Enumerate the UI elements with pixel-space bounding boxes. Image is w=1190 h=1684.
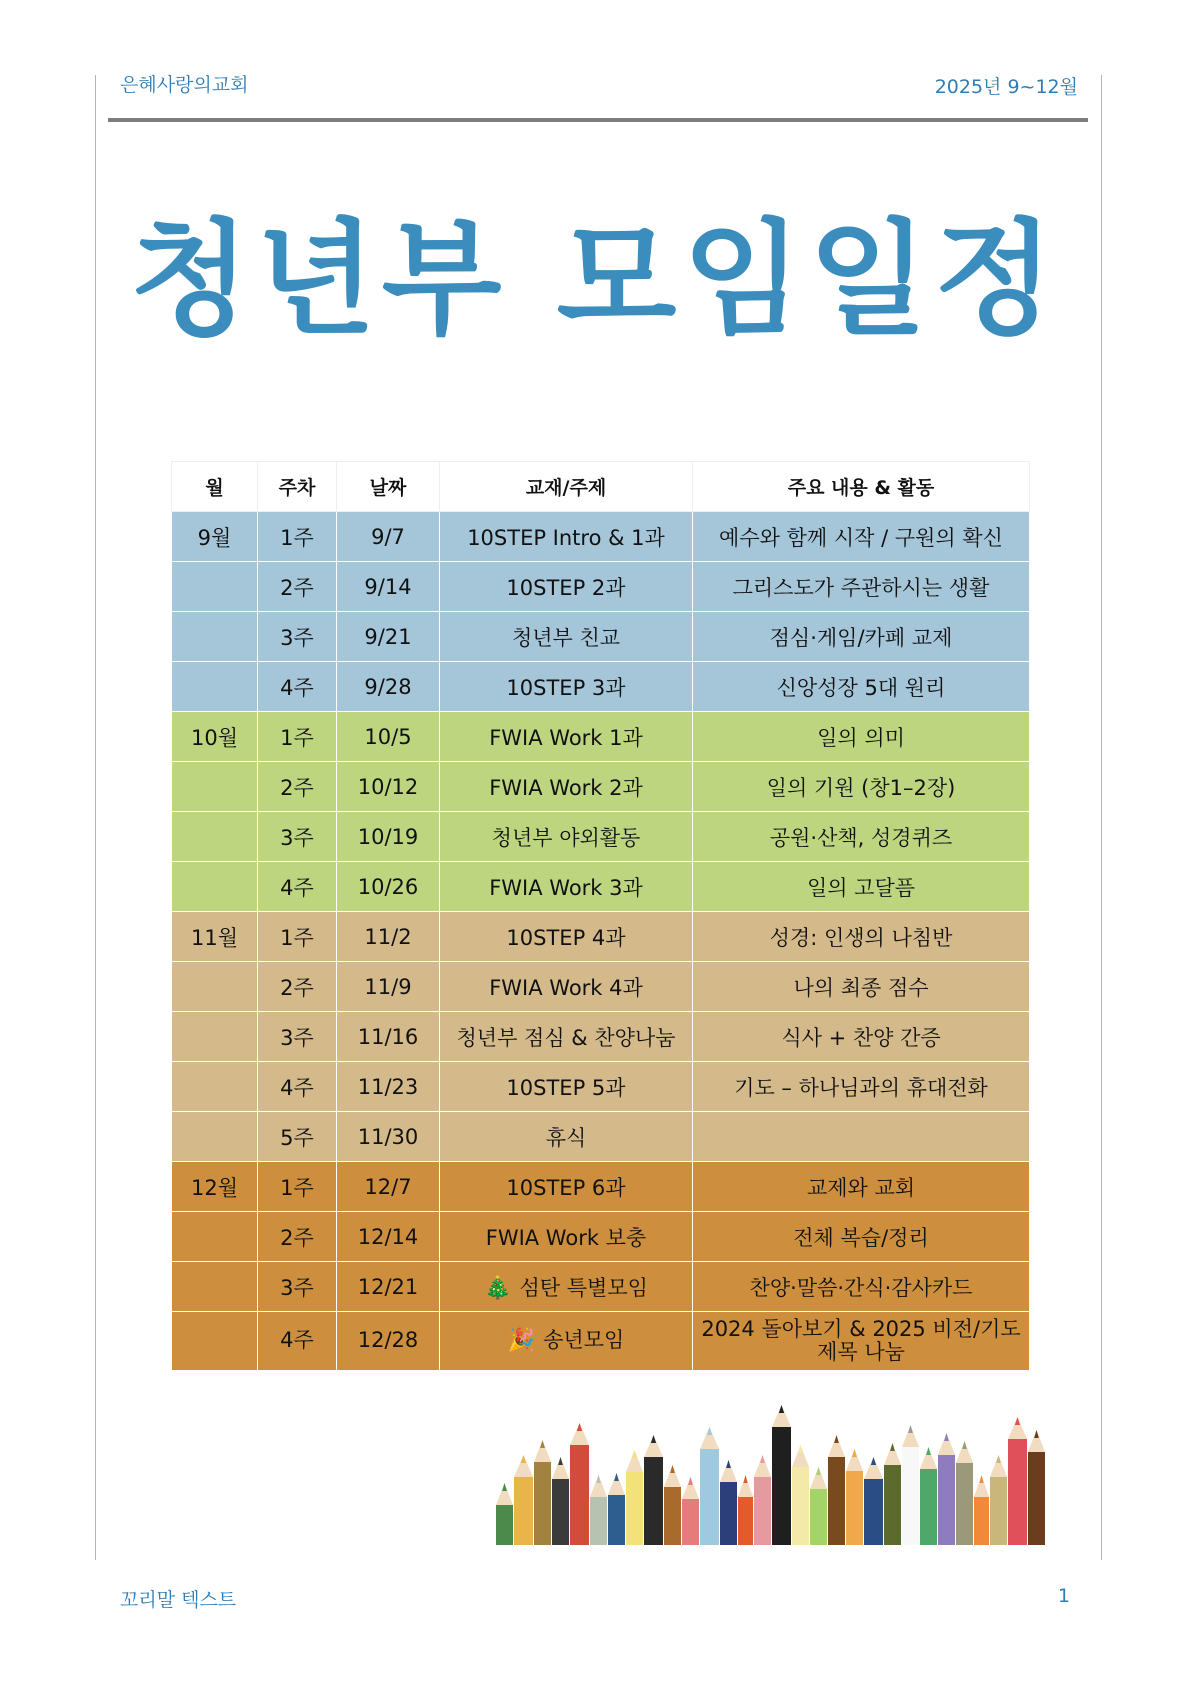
header-period: 2025년 9~12월: [934, 76, 1078, 98]
cell-week: 1주: [258, 1162, 337, 1212]
cell-activity: 공원·산책, 성경퀴즈: [693, 812, 1030, 862]
table-row: [172, 862, 1030, 912]
cell-topic: FWIA Work 4과: [440, 962, 693, 1012]
table-row: [172, 712, 1030, 762]
pencil-lead: [926, 1447, 931, 1455]
pencil-body: [754, 1477, 771, 1545]
table-row: [172, 762, 1030, 812]
pencil-body: [1028, 1452, 1045, 1545]
cell-month: 9월: [172, 512, 258, 562]
pencil-lead: [852, 1449, 857, 1457]
cell-activity: 일의 고달픔: [693, 862, 1030, 912]
pencil-lead: [996, 1455, 1001, 1463]
pencil-body: [664, 1487, 681, 1545]
pencil-body: [534, 1462, 551, 1545]
pencil-body: [792, 1467, 809, 1545]
cell-date: 12/28: [337, 1312, 440, 1371]
pencil-lead: [834, 1435, 839, 1443]
cell-month: [172, 562, 258, 612]
table-row: [172, 1112, 1030, 1162]
cell-month: [172, 1212, 258, 1262]
pencil-body: [608, 1495, 625, 1545]
pencil-body: [920, 1469, 937, 1545]
pencil-body: [590, 1497, 607, 1545]
pencil-lead: [1034, 1430, 1039, 1438]
pencil-lead: [688, 1477, 693, 1485]
cell-date: 12/7: [337, 1162, 440, 1212]
cell-date: 11/9: [337, 962, 440, 1012]
cell-month: [172, 662, 258, 712]
cell-activity: 교제와 교회: [693, 1162, 1030, 1212]
pencil-body: [902, 1447, 919, 1545]
cell-week: 4주: [258, 1312, 337, 1371]
pencil-body: [974, 1497, 989, 1545]
cell-date: 9/28: [337, 662, 440, 712]
cell-activity: 신앙성장 5대 원리: [693, 662, 1030, 712]
cell-activity: 예수와 함께 시작 / 구원의 확신: [693, 512, 1030, 562]
col-header-date: 날짜: [337, 462, 440, 512]
cell-month: [172, 1062, 258, 1112]
cell-date: 12/14: [337, 1212, 440, 1262]
cell-topic: 10STEP 6과: [440, 1162, 693, 1212]
cell-date: 11/2: [337, 912, 440, 962]
cell-activity: [693, 1112, 1030, 1162]
cell-month: [172, 1312, 258, 1371]
cell-activity: 점심·게임/카페 교제: [693, 612, 1030, 662]
cell-date: 10/19: [337, 812, 440, 862]
cell-topic: 휴식: [440, 1112, 693, 1162]
pencil-body: [738, 1497, 753, 1545]
table-row: [172, 512, 1030, 562]
col-header-week: 주차: [258, 462, 337, 512]
cell-month: [172, 1112, 258, 1162]
cell-topic: FWIA Work 3과: [440, 862, 693, 912]
schedule-table: [171, 461, 1030, 1371]
pencil-lead: [577, 1423, 582, 1431]
pencil-lead: [871, 1457, 876, 1465]
pencil-body: [644, 1457, 663, 1545]
cell-week: 4주: [258, 662, 337, 712]
pencil-lead: [726, 1460, 731, 1468]
cell-month: [172, 762, 258, 812]
pencil-body: [772, 1427, 791, 1545]
pencil-lead: [779, 1405, 784, 1413]
pencil-lead: [743, 1475, 747, 1483]
cell-topic: [440, 1262, 693, 1312]
cell-week: 4주: [258, 1062, 337, 1112]
cell-activity: 성경: 인생의 나침반: [693, 912, 1030, 962]
pencil-body: [1008, 1439, 1027, 1545]
cell-activity: 2024 돌아보기 & 2025 비전/기도제목 나눔: [693, 1312, 1030, 1371]
cell-week: 3주: [258, 812, 337, 862]
cell-date: 10/5: [337, 712, 440, 762]
cell-activity: 그리스도가 주관하시는 생활: [693, 562, 1030, 612]
cell-date: 9/21: [337, 612, 440, 662]
cell-topic: [440, 1312, 693, 1371]
cell-month: [172, 1262, 258, 1312]
cell-month: [172, 812, 258, 862]
cell-activity: 전체 복습/정리: [693, 1212, 1030, 1262]
cell-month: 10월: [172, 712, 258, 762]
table-row: [172, 1012, 1030, 1062]
cell-topic: 10STEP Intro & 1과: [440, 512, 693, 562]
cell-week: 3주: [258, 612, 337, 662]
cell-week: 2주: [258, 762, 337, 812]
pencil-body: [514, 1477, 533, 1545]
pencil-lead: [890, 1443, 895, 1451]
christmas-tree-icon: 🎄: [484, 1275, 512, 1301]
cell-activity: 일의 기원 (창1–2장): [693, 762, 1030, 812]
cell-month: [172, 862, 258, 912]
cell-date: 10/26: [337, 862, 440, 912]
pencil-lead: [798, 1445, 803, 1453]
header-divider: [108, 118, 1088, 122]
table-header-row: [172, 462, 1030, 512]
table-row: [172, 1062, 1030, 1112]
table-row: [172, 562, 1030, 612]
pencil-lead: [502, 1483, 507, 1491]
cell-week: 2주: [258, 562, 337, 612]
cell-topic: FWIA Work 1과: [440, 712, 693, 762]
cell-week: 4주: [258, 862, 337, 912]
pencil-lead: [1015, 1417, 1020, 1425]
pencil-lead: [979, 1475, 983, 1483]
pencil-lead: [521, 1455, 526, 1463]
pencil-body: [864, 1479, 883, 1545]
pencil-body: [682, 1499, 699, 1545]
pencil-body: [720, 1482, 737, 1545]
pencil-lead: [962, 1441, 967, 1449]
pencil-lead: [670, 1465, 675, 1473]
cell-month: [172, 1012, 258, 1062]
pencil-lead: [632, 1450, 637, 1458]
table-row: [172, 1162, 1030, 1212]
cell-date: 11/16: [337, 1012, 440, 1062]
pencil-lead: [944, 1433, 949, 1441]
cell-topic: 10STEP 2과: [440, 562, 693, 612]
topic-text: 섬탄 특별모임: [519, 1275, 648, 1300]
pencil-body: [938, 1455, 955, 1545]
cell-date: 10/12: [337, 762, 440, 812]
pencil-body: [810, 1489, 827, 1545]
table-row: [172, 612, 1030, 662]
cell-activity: 기도 – 하나님과의 휴대전화: [693, 1062, 1030, 1112]
table-row: [172, 1262, 1030, 1312]
pencil-body: [828, 1457, 845, 1545]
cell-activity: 식사 + 찬양 간증: [693, 1012, 1030, 1062]
cell-week: 3주: [258, 1012, 337, 1062]
pencil-lead: [707, 1427, 712, 1435]
pencil-body: [626, 1472, 643, 1545]
pencil-body: [956, 1463, 973, 1545]
pencil-body: [990, 1477, 1007, 1545]
pencil-lead: [540, 1440, 545, 1448]
cell-week: 3주: [258, 1262, 337, 1312]
page-title: 청년부 모임일정: [130, 208, 1060, 352]
cell-date: 11/30: [337, 1112, 440, 1162]
pencil-body: [884, 1465, 901, 1545]
cell-activity: 나의 최종 점수: [693, 962, 1030, 1012]
col-header-activity: 주요 내용 & 활동: [693, 462, 1030, 512]
cell-date: 11/23: [337, 1062, 440, 1112]
cell-date: 9/7: [337, 512, 440, 562]
col-header-topic: 교재/주제: [440, 462, 693, 512]
cell-week: 5주: [258, 1112, 337, 1162]
pencil-lead: [614, 1473, 619, 1481]
pencil-body: [570, 1445, 589, 1545]
cell-topic: 10STEP 5과: [440, 1062, 693, 1112]
pencil-body: [846, 1471, 863, 1545]
table-row: [172, 812, 1030, 862]
pencil-body: [700, 1449, 719, 1545]
cell-week: 2주: [258, 1212, 337, 1262]
cell-topic: 청년부 친교: [440, 612, 693, 662]
party-popper-icon: 🎉: [507, 1327, 536, 1353]
table-row: [172, 1212, 1030, 1262]
cell-date: 9/14: [337, 562, 440, 612]
cell-activity: 찬양·말씀·간식·감사카드: [693, 1262, 1030, 1312]
pencil-body: [552, 1479, 569, 1545]
topic-text: 송년모임: [543, 1327, 625, 1352]
table-row: [172, 912, 1030, 962]
pencil-lead: [558, 1457, 563, 1465]
cell-topic: FWIA Work 2과: [440, 762, 693, 812]
cell-topic: 청년부 야외활동: [440, 812, 693, 862]
cell-date: 12/21: [337, 1262, 440, 1312]
cell-month: 12월: [172, 1162, 258, 1212]
cell-week: 1주: [258, 712, 337, 762]
cell-month: 11월: [172, 912, 258, 962]
pencil-lead: [651, 1435, 656, 1443]
pencil-body: [496, 1505, 513, 1545]
table-row: [172, 1312, 1030, 1371]
cell-month: [172, 612, 258, 662]
cell-activity: 일의 의미: [693, 712, 1030, 762]
cell-topic: FWIA Work 보충: [440, 1212, 693, 1262]
pencil-lead: [596, 1475, 601, 1483]
cell-month: [172, 962, 258, 1012]
pencil-lead: [816, 1467, 821, 1475]
table-row: [172, 962, 1030, 1012]
cell-topic: 청년부 점심 & 찬양나눔: [440, 1012, 693, 1062]
cell-topic: 10STEP 4과: [440, 912, 693, 962]
cell-week: 1주: [258, 512, 337, 562]
col-header-month: 월: [172, 462, 258, 512]
cell-topic: 10STEP 3과: [440, 662, 693, 712]
pencil-lead: [908, 1425, 913, 1433]
header-church-name: 은혜사랑의교회: [120, 74, 249, 96]
table-row: [172, 662, 1030, 712]
page-number: 1: [1057, 1585, 1070, 1607]
footer-text: 꼬리말 텍스트: [120, 1589, 237, 1611]
pencil-lead: [760, 1455, 765, 1463]
cell-week: 2주: [258, 962, 337, 1012]
colored-pencils-illustration: [490, 1395, 1080, 1555]
cell-week: 1주: [258, 912, 337, 962]
